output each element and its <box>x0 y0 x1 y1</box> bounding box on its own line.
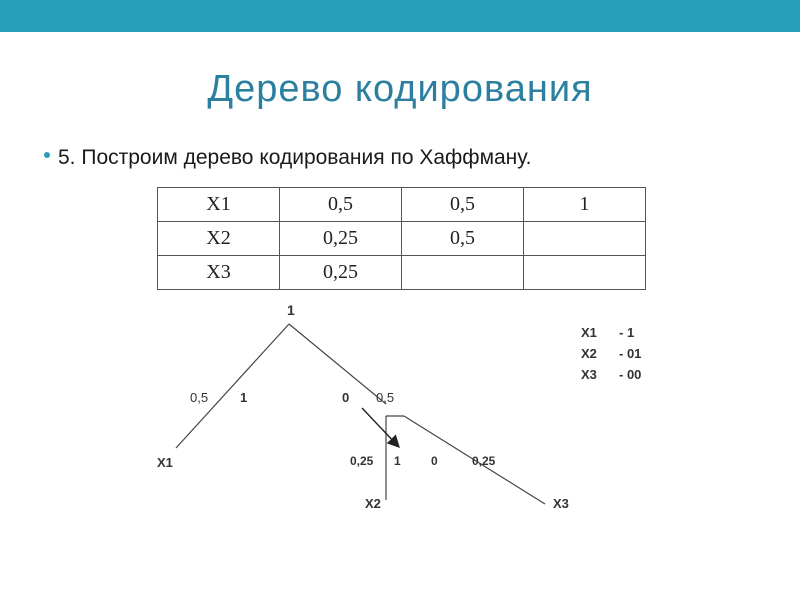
code-row <box>581 364 641 385</box>
tree-edge-left <box>176 324 289 448</box>
tree-edge-right <box>289 324 386 404</box>
table-cell: X2 <box>158 222 280 256</box>
code-list <box>581 322 641 385</box>
code-value: - 01 <box>619 346 642 361</box>
right-prob-label: 0,5 <box>376 390 395 405</box>
code-symbol: X1 <box>581 325 597 340</box>
table-cell: 0,25 <box>280 256 402 290</box>
code-symbol: X2 <box>581 346 597 361</box>
table-cell: X1 <box>158 188 280 222</box>
code-row <box>581 343 641 364</box>
merge-arrow <box>362 408 398 446</box>
table-cell: 0,25 <box>280 222 402 256</box>
table-cell: 0,5 <box>280 188 402 222</box>
code-row <box>581 322 641 343</box>
leaf-x3-label: X3 <box>553 496 569 511</box>
root-label: 1 <box>287 302 295 318</box>
leaf-x1-label: X1 <box>157 455 173 470</box>
slide-title: Дерево кодирования <box>207 68 593 110</box>
code-value: - 00 <box>619 367 642 382</box>
left-bit-label: 1 <box>240 390 248 405</box>
table-cell: X3 <box>158 256 280 290</box>
bullet-text: 5. Построим дерево кодирования по Хаффману. <box>58 146 532 169</box>
sub-right-prob-label: 0,25 <box>472 454 496 468</box>
left-prob-label: 0,5 <box>190 390 209 405</box>
leaf-x2-label: X2 <box>365 496 381 511</box>
sub-left-prob-label: 0,25 <box>350 454 374 468</box>
table-cell: 0,5 <box>402 222 524 256</box>
code-value: - 1 <box>619 325 635 340</box>
sub-right-bit-label: 0 <box>431 454 438 468</box>
code-symbol: X3 <box>581 367 597 382</box>
table-cell: 1 <box>524 188 646 222</box>
sub-left-bit-label: 1 <box>394 454 401 468</box>
right-bit-label: 0 <box>342 390 350 405</box>
table-cell: 0,5 <box>402 188 524 222</box>
